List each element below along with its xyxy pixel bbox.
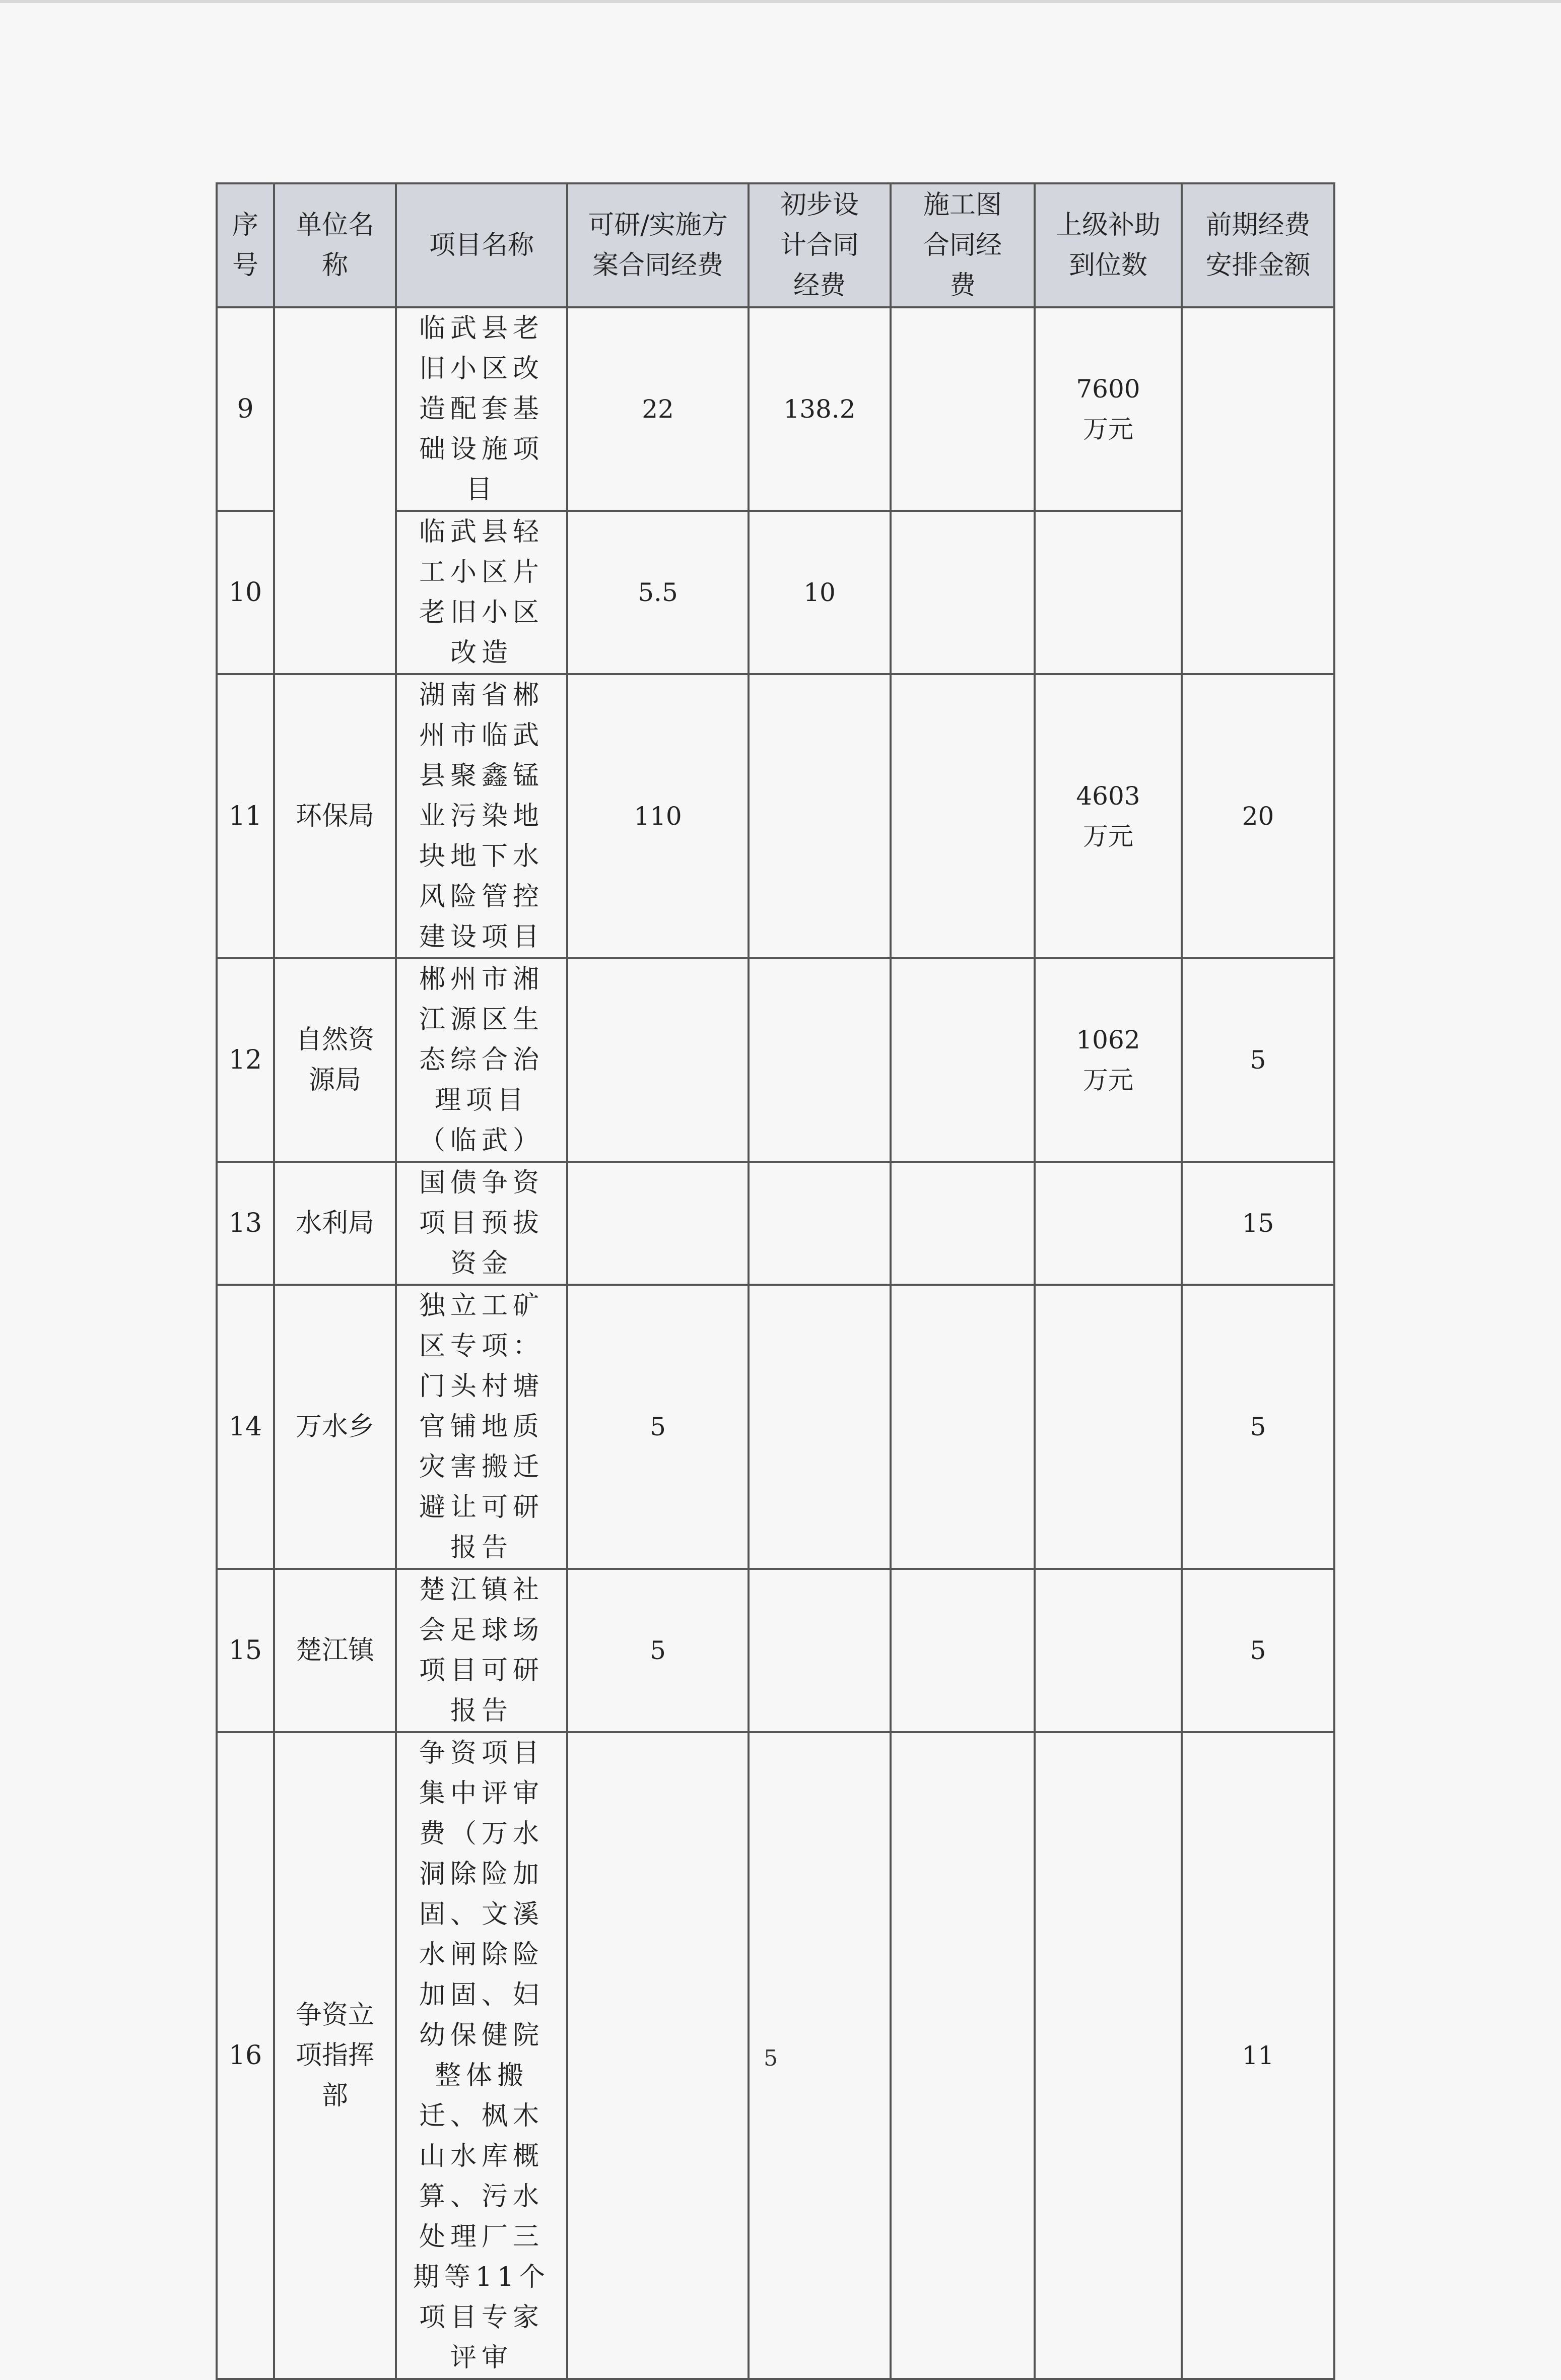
table-row [217, 958, 1334, 1162]
unit-cell: 自然资源局 [274, 958, 396, 1162]
prior-fee-cell: 5 [1182, 1569, 1334, 1732]
construction-drawing-fee-cell [891, 511, 1035, 674]
header-seq: 序号 [217, 183, 274, 307]
project-cell: 临武县轻工小区片老旧小区改造 [396, 511, 567, 674]
superior-subsidy-cell: 1062 万元 [1035, 958, 1182, 1162]
header-feasibility-fee: 可研/实施方案合同经费 [567, 183, 749, 307]
prior-fee-cell: 5 [1182, 1285, 1334, 1569]
page-top-edge [0, 0, 1561, 3]
unit-cell: 楚江镇 [274, 1569, 396, 1732]
header-unit: 单位名称 [274, 183, 396, 307]
project-cell: 争资项目集中评审费（万水洞除险加固、文溪水闸除险加固、妇幼保健院整体搬迁、枫木山水库概算、污水处理厂三期等11个项目专家评审 [396, 1732, 567, 2379]
header-superior-subsidy: 上级补助到位数 [1035, 183, 1182, 307]
feasibility-fee-cell [567, 1162, 749, 1285]
prelim-design-fee-cell [749, 674, 891, 958]
unit-cell: 争资立项指挥部 [274, 1732, 396, 2379]
header-prelim-design-fee: 初步设计合同经费 [749, 183, 891, 307]
prior-fee-cell [1182, 307, 1334, 674]
prelim-design-fee-cell [749, 958, 891, 1162]
project-cell: 楚江镇社会足球场项目可研报告 [396, 1569, 567, 1732]
unit-cell [274, 307, 396, 674]
superior-subsidy-cell: 4603 万元 [1035, 674, 1182, 958]
prior-fee-cell: 20 [1182, 674, 1334, 958]
prelim-design-fee-cell [749, 1569, 891, 1732]
construction-drawing-fee-cell [891, 1569, 1035, 1732]
unit-cell: 环保局 [274, 674, 396, 958]
seq-cell: 13 [217, 1162, 274, 1285]
prelim-design-fee-cell [749, 1285, 891, 1569]
header-prior-fee: 前期经费安排金额 [1182, 183, 1334, 307]
unit-cell: 水利局 [274, 1162, 396, 1285]
project-cell: 国债争资项目预拔资金 [396, 1162, 567, 1285]
project-cell: 湖南省郴州市临武县聚鑫锰业污染地块地下水风险管控建设项目 [396, 674, 567, 958]
superior-subsidy-cell: 7600 万元 [1035, 307, 1182, 511]
project-cell: 郴州市湘江源区生态综合治理项目（临武） [396, 958, 567, 1162]
header-project: 项目名称 [396, 183, 567, 307]
prior-fee-cell: 5 [1182, 958, 1334, 1162]
page-number: 5 [764, 2045, 778, 2071]
feasibility-fee-cell [567, 958, 749, 1162]
feasibility-fee-cell [567, 1732, 749, 2379]
prior-fee-cell: 15 [1182, 1162, 1334, 1285]
seq-cell: 9 [217, 307, 274, 511]
table-header-row [217, 183, 1334, 307]
construction-drawing-fee-cell [891, 958, 1035, 1162]
construction-drawing-fee-cell [891, 1162, 1035, 1285]
table-row [217, 1162, 1334, 1285]
table-row [217, 674, 1334, 958]
feasibility-fee-cell: 22 [567, 307, 749, 511]
seq-cell: 15 [217, 1569, 274, 1732]
seq-cell: 12 [217, 958, 274, 1162]
construction-drawing-fee-cell [891, 307, 1035, 511]
prelim-design-fee-cell: 10 [749, 511, 891, 674]
seq-cell: 16 [217, 1732, 274, 2379]
superior-subsidy-cell [1035, 1569, 1182, 1732]
superior-subsidy-cell [1035, 1732, 1182, 2379]
header-construction-drawing-fee: 施工图合同经费 [891, 183, 1035, 307]
feasibility-fee-cell: 5 [567, 1569, 749, 1732]
feasibility-fee-cell: 5.5 [567, 511, 749, 674]
prelim-design-fee-cell: 138.2 [749, 307, 891, 511]
prelim-design-fee-cell [749, 1162, 891, 1285]
project-cell: 临武县老旧小区改造配套基础设施项目 [396, 307, 567, 511]
feasibility-fee-cell: 5 [567, 1285, 749, 1569]
seq-cell: 10 [217, 511, 274, 674]
construction-drawing-fee-cell [891, 1732, 1035, 2379]
superior-subsidy-cell [1035, 1162, 1182, 1285]
table-row [217, 1285, 1334, 1569]
prior-fee-cell: 11 [1182, 1732, 1334, 2379]
construction-drawing-fee-cell [891, 1285, 1035, 1569]
seq-cell: 14 [217, 1285, 274, 1569]
table-row [217, 307, 1334, 511]
superior-subsidy-cell [1035, 1285, 1182, 1569]
project-cell: 独立工矿区专项：门头村塘官铺地质灾害搬迁避让可研报告 [396, 1285, 567, 1569]
construction-drawing-fee-cell [891, 674, 1035, 958]
seq-cell: 11 [217, 674, 274, 958]
unit-cell: 万水乡 [274, 1285, 396, 1569]
table-row [217, 1569, 1334, 1732]
superior-subsidy-cell [1035, 511, 1182, 674]
feasibility-fee-cell: 110 [567, 674, 749, 958]
